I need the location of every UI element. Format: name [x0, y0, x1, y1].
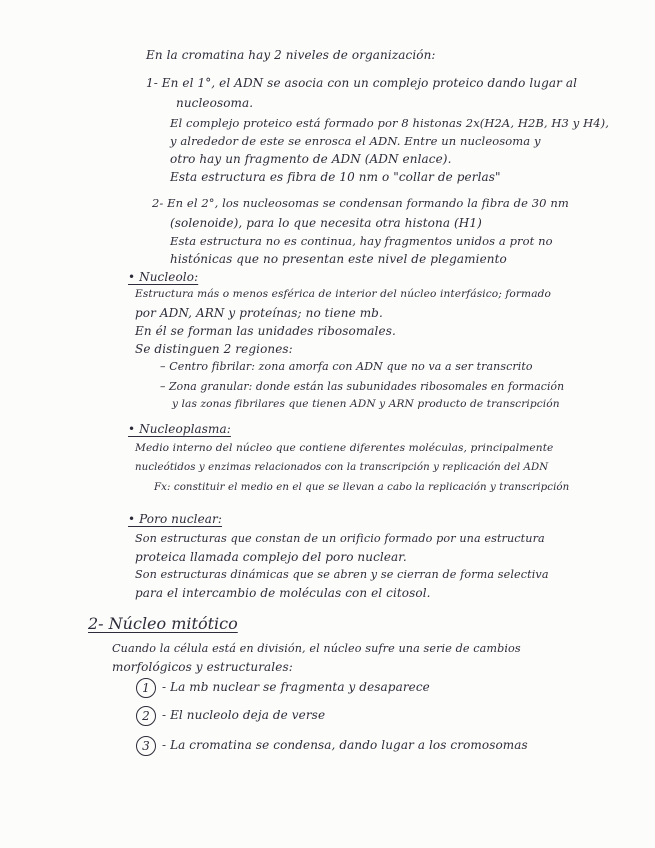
step-number-1: 1: [136, 678, 156, 698]
section-2-title: 2- Núcleo mitótico: [88, 614, 238, 633]
level-1-line: y alrededor de este se enrosca el ADN. Entre un nucleosoma y: [170, 134, 541, 148]
level-2-line: (solenoide), para lo que necesita otra histona (H1): [170, 216, 482, 230]
nucleolo-line: Estructura más o menos esférica de interior del núcleo interfásico; formado: [135, 288, 551, 300]
step-number-3: 3: [136, 736, 156, 756]
level-1-line: otro hay un fragmento de ADN (ADN enlace).: [170, 152, 452, 166]
mitotico-line: Cuando la célula está en división, el núcleo sufre una serie de cambios: [112, 642, 521, 655]
nucleolo-line: por ADN, ARN y proteínas; no tiene mb.: [135, 306, 383, 320]
level-1-line: Esta estructura es fibra de 10 nm o "collar de perlas": [170, 170, 501, 184]
level-2-line: 2- En el 2°, los nucleosomas se condensan formando la fibra de 30 nm: [152, 196, 569, 210]
poro-nuclear-line: Son estructuras dinámicas que se abren y se cierran de forma selectiva: [135, 568, 549, 581]
level-2-line: Esta estructura no es continua, hay fragmentos unidos a prot no: [170, 234, 553, 248]
nucleoplasma-line: Fx: constituir el medio en el que se llevan a cabo la replicación y transcripción: [154, 482, 570, 493]
nucleolo-line: – Zona granular: donde están las subunidades ribosomales en formación: [160, 380, 565, 393]
poro-nuclear-line: para el intercambio de moléculas con el citosol.: [135, 586, 431, 600]
nucleoplasma-line: nucleótidos y enzimas relacionados con la transcripción y replicación del ADN: [135, 462, 549, 473]
nucleolo-heading: • Nucleolo:: [128, 270, 199, 284]
nucleolo-line: y las zonas fibrilares que tienen ADN y ARN producto de transcripción: [172, 398, 560, 410]
poro-nuclear-line: Son estructuras que constan de un orificio formado por una estructura: [135, 532, 545, 545]
nucleolo-line: – Centro fibrilar: zona amorfa con ADN que no va a ser transcrito: [160, 360, 533, 373]
intro-line: En la cromatina hay 2 niveles de organización:: [146, 48, 436, 62]
nucleoplasma-heading: • Nucleoplasma:: [128, 422, 231, 436]
step-3-text: - La cromatina se condensa, dando lugar a los cromosomas: [162, 738, 528, 752]
level-2-line: histónicas que no presentan este nivel de plegamiento: [170, 252, 507, 266]
nucleolo-line: En él se forman las unidades ribosomales.: [135, 324, 396, 338]
level-1-line: nucleosoma.: [176, 96, 254, 110]
poro-nuclear-heading: • Poro nuclear:: [128, 512, 223, 526]
nucleolo-line: Se distinguen 2 regiones:: [135, 342, 293, 356]
level-1-line: El complejo proteico está formado por 8 histonas 2x(H2A, H2B, H3 y H4),: [170, 116, 609, 130]
poro-nuclear-line: proteica llamada complejo del poro nuclear.: [135, 550, 407, 564]
mitotico-line: morfológicos y estructurales:: [112, 660, 293, 674]
step-1-text: - La mb nuclear se fragmenta y desaparece: [162, 680, 430, 694]
step-number-2: 2: [136, 706, 156, 726]
step-2-text: - El nucleolo deja de verse: [162, 708, 326, 722]
level-1-line: 1- En el 1°, el ADN se asocia con un complejo proteico dando lugar al: [146, 76, 578, 90]
nucleoplasma-line: Medio interno del núcleo que contiene diferentes moléculas, principalmente: [135, 442, 554, 454]
